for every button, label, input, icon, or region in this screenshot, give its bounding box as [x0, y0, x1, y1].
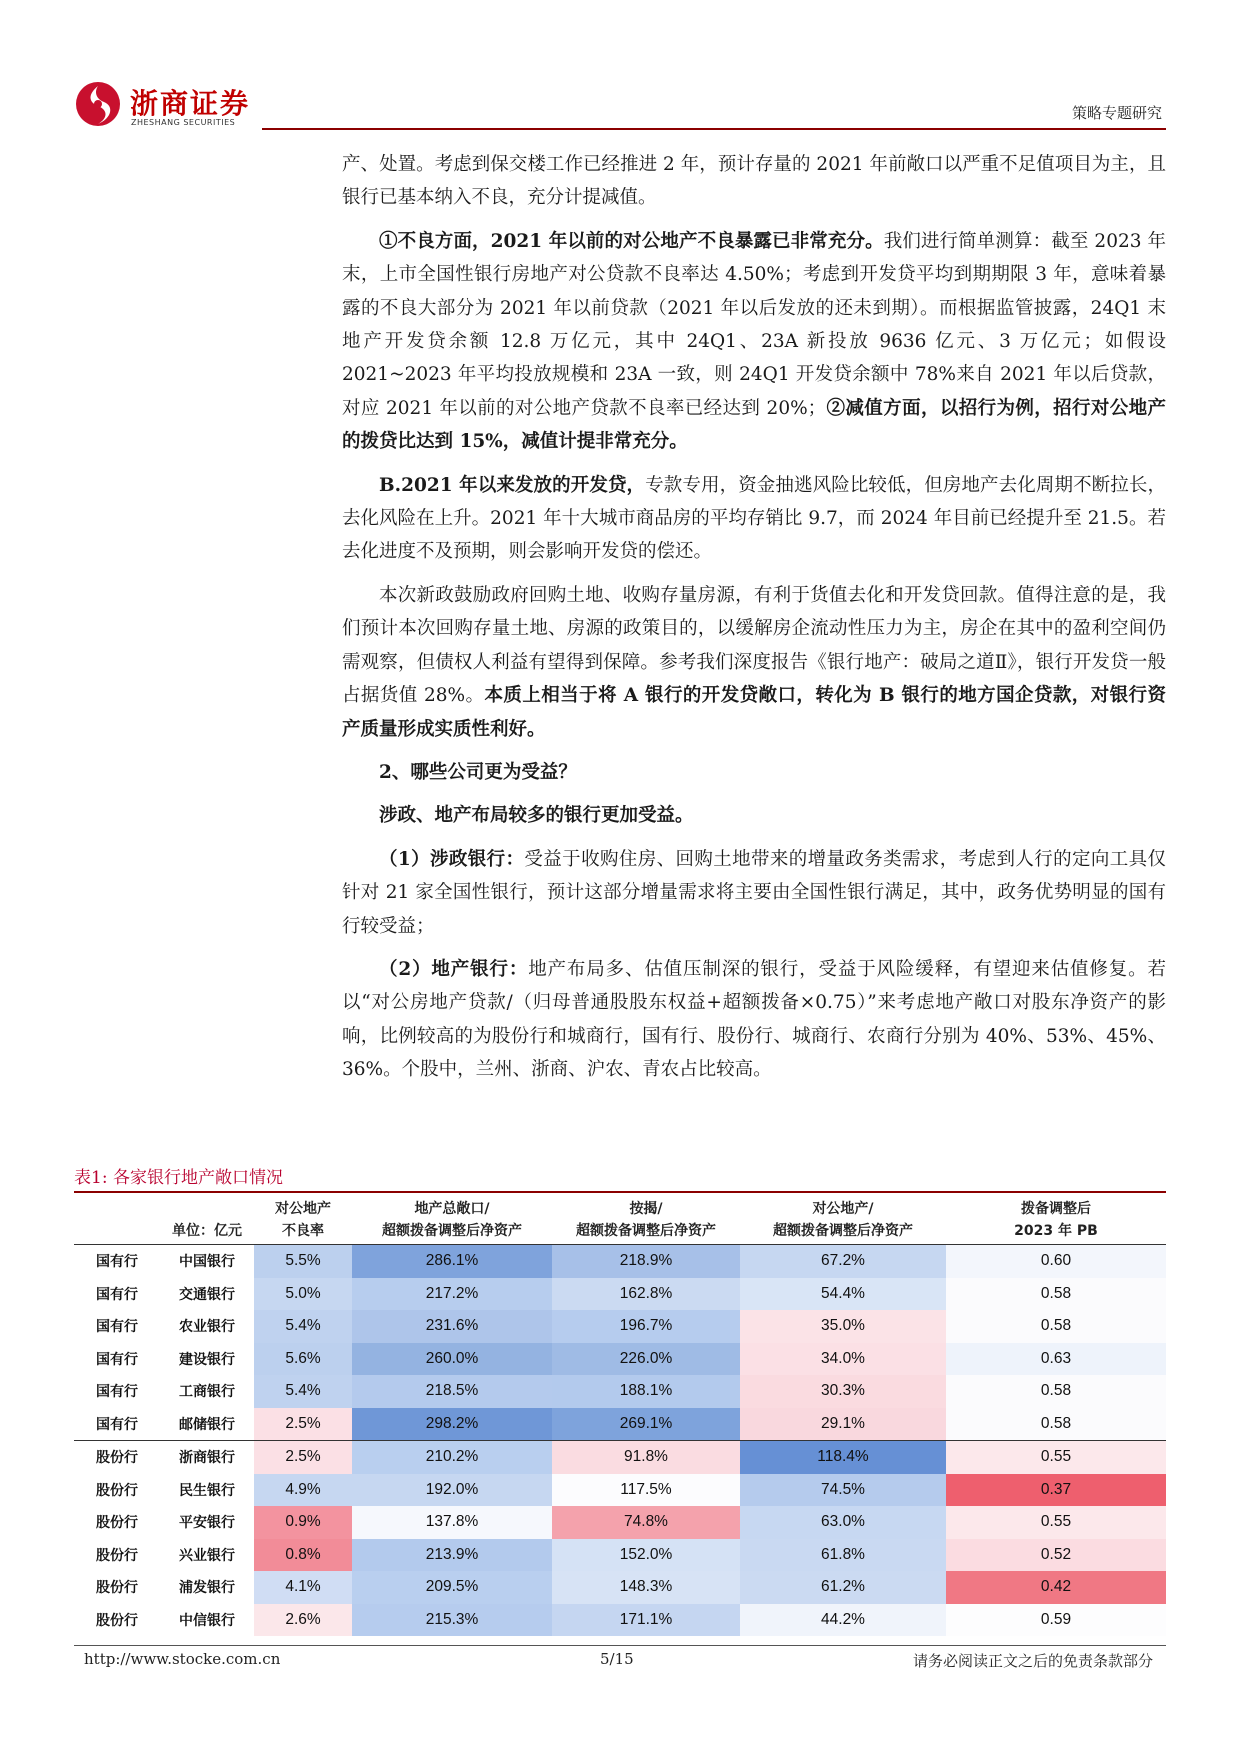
- bank-name-cell: 邮储银行: [179, 1416, 235, 1433]
- bank-name-cell: 民生银行: [179, 1482, 235, 1499]
- table-row: [74, 1245, 1166, 1278]
- logo-subtitle: ZHESHANG SECURITIES: [131, 118, 236, 127]
- value-cell: 0.58: [946, 1408, 1166, 1441]
- table-row: [74, 1310, 1166, 1343]
- value-cell: 213.9%: [352, 1539, 552, 1572]
- value-cell: 5.4%: [254, 1310, 352, 1343]
- table-row: [74, 1604, 1166, 1637]
- value-cell: 192.0%: [352, 1474, 552, 1507]
- subsection-heading: 涉政、地产布局较多的银行更加受益。: [379, 805, 694, 827]
- header-cell: 拨备调整后 2023 年 PB: [946, 1196, 1166, 1245]
- bank-name-cell: 交通银行: [179, 1286, 235, 1303]
- header-divider: [262, 128, 1166, 130]
- value-cell: 0.55: [946, 1441, 1166, 1474]
- bank-type-cell: 股份行: [96, 1482, 138, 1499]
- value-cell: 35.0%: [740, 1310, 946, 1343]
- page-header: [74, 80, 1166, 134]
- table-row: [74, 1539, 1166, 1572]
- bank-type-cell: 股份行: [96, 1612, 138, 1629]
- value-cell: 217.2%: [352, 1278, 552, 1311]
- table-row: [74, 1375, 1166, 1408]
- logo-name: 浙商证券: [130, 87, 251, 120]
- bank-name-cell: 中信银行: [179, 1612, 235, 1629]
- value-cell: 196.7%: [552, 1310, 740, 1343]
- value-cell: 0.58: [946, 1278, 1166, 1311]
- value-cell: 2.5%: [254, 1441, 352, 1474]
- table-row: [74, 1474, 1166, 1507]
- paragraph: B.2021 年以来发放的开发贷，专款专用，资金抽逃风险比较低，但房地产去化周期不断拉长，去化风险在上升。2021 年十大城市商品房的平均存销比 9.7，而 2024 年目前已经提升至 21.5。若去化进度不及预期，则会影响开发贷的偿还。: [342, 474, 1166, 563]
- report-type: 策略专题研究: [1071, 104, 1162, 122]
- value-cell: 0.58: [946, 1310, 1166, 1343]
- value-cell: 0.9%: [254, 1506, 352, 1539]
- value-cell: 0.52: [946, 1539, 1166, 1572]
- value-cell: 4.1%: [254, 1571, 352, 1604]
- table-header-row: [74, 1196, 1166, 1245]
- bank-exposure-table: [74, 1196, 1166, 1636]
- paragraph: 本次新政鼓励政府回购土地、收购存量房源，有利于货值去化和开发贷回款。值得注意的是，我们预计本次回购存量土地、房源的政策目的，以缓解房企流动性压力为主，房企在其中的盈利空间仍需观察，但债权人利益有望得到保障。参考我们深度报告《银行地产：破局之道Ⅱ》，银行开发贷一般占据货值 28%。本质上相当于将 A 银行的开发贷敞口，转化为 B 银行的地方国企贷款，对银行资产质量形成实质性利好。: [342, 584, 1166, 740]
- value-cell: 2.5%: [254, 1408, 352, 1441]
- value-cell: 118.4%: [740, 1441, 946, 1474]
- value-cell: 209.5%: [352, 1571, 552, 1604]
- value-cell: 226.0%: [552, 1343, 740, 1376]
- value-cell: 0.63: [946, 1343, 1166, 1376]
- value-cell: 260.0%: [352, 1343, 552, 1376]
- value-cell: 215.3%: [352, 1604, 552, 1637]
- bank-name-cell: 中国银行: [179, 1254, 235, 1271]
- value-cell: 54.4%: [740, 1278, 946, 1311]
- value-cell: 5.4%: [254, 1375, 352, 1408]
- body-text: [342, 148, 1166, 1097]
- footer-divider: [74, 1645, 1166, 1646]
- paragraph: （2）地产银行：地产布局多、估值压制深的银行，受益于风险缓释，有望迎来估值修复。若以“对公房地产贷款/（归母普通股股东权益+超额拨备×0.75）”来考虑地产敞口对股东净资产的影响，比例较高的为股份行和城商行，国有行、股份行、城商行、农商行分别为 40%、53%、45%、36%。个股中，兰州、浙商、沪农、青农占比较高。: [342, 958, 1166, 1081]
- table-top-rule: [74, 1191, 1166, 1193]
- bank-type-cell: 国有行: [96, 1351, 138, 1368]
- value-cell: 91.8%: [552, 1441, 740, 1474]
- zheshang-logo-icon: [74, 80, 122, 128]
- table-row: [74, 1506, 1166, 1539]
- bank-name-cell: 工商银行: [179, 1384, 235, 1401]
- table-body: [74, 1245, 1166, 1637]
- value-cell: 61.8%: [740, 1539, 946, 1572]
- header-cell: [74, 1196, 160, 1245]
- page-number: 5/15: [600, 1650, 634, 1668]
- value-cell: 63.0%: [740, 1506, 946, 1539]
- value-cell: 0.37: [946, 1474, 1166, 1507]
- value-cell: 44.2%: [740, 1604, 946, 1637]
- bank-name-cell: 平安银行: [179, 1515, 235, 1532]
- value-cell: 29.1%: [740, 1408, 946, 1441]
- section-heading: 2、哪些公司更为受益？: [379, 761, 577, 783]
- value-cell: 67.2%: [740, 1245, 946, 1278]
- value-cell: 0.59: [946, 1604, 1166, 1637]
- bank-type-cell: 国有行: [96, 1416, 138, 1433]
- value-cell: 34.0%: [740, 1343, 946, 1376]
- value-cell: 269.1%: [552, 1408, 740, 1441]
- bank-type-cell: 国有行: [96, 1254, 138, 1271]
- value-cell: 298.2%: [352, 1408, 552, 1441]
- value-cell: 5.6%: [254, 1343, 352, 1376]
- value-cell: 61.2%: [740, 1571, 946, 1604]
- header-cell: 按揭/ 超额拨备调整后净资产: [552, 1196, 740, 1245]
- value-cell: 0.55: [946, 1506, 1166, 1539]
- value-cell: 4.9%: [254, 1474, 352, 1507]
- table-row: [74, 1343, 1166, 1376]
- paragraph: 产、处置。考虑到保交楼工作已经推进 2 年，预计存量的 2021 年前敞口以严重不足值项目为主，且银行已基本纳入不良，充分计提减值。: [342, 154, 1166, 209]
- value-cell: 117.5%: [552, 1474, 740, 1507]
- table-row: [74, 1278, 1166, 1311]
- value-cell: 0.58: [946, 1375, 1166, 1408]
- bank-type-cell: 国有行: [96, 1286, 138, 1303]
- value-cell: 210.2%: [352, 1441, 552, 1474]
- value-cell: 74.5%: [740, 1474, 946, 1507]
- value-cell: 137.8%: [352, 1506, 552, 1539]
- table-caption: 表1: 各家银行地产敞口情况: [74, 1168, 283, 1188]
- table-row: [74, 1571, 1166, 1604]
- value-cell: 162.8%: [552, 1278, 740, 1311]
- paragraph: ①不良方面，2021 年以前的对公地产不良暴露已非常充分。我们进行简单测算：截至 2023 年末，上市全国性银行房地产对公贷款不良率达 4.50%；考虑到开发贷平均到期期限 3 年，意味着暴露的不良大部分为 2021 年以前贷款（2021 年以后发放的还未到期）。而根据监管披露，24Q1 末地产开发贷余额 12.8 万亿元，其中 24Q1、23A 新投放 9636 亿元、3 万亿元；如假设 2021~2023 年平均投放规模和 23A 一致，则 24Q1 开发贷余额中 78%来自 2021 年以后贷款，对应 2021 年以前的对公地产贷款不良率已经达到 20%；②减值方面，以招行为例，招行对公地产的拨贷比达到 15%，减值计提非常充分。: [342, 230, 1167, 453]
- value-cell: 0.42: [946, 1571, 1166, 1604]
- value-cell: 0.8%: [254, 1539, 352, 1572]
- bank-type-cell: 股份行: [96, 1547, 138, 1564]
- bank-type-cell: 股份行: [96, 1515, 138, 1532]
- bank-name-cell: 农业银行: [179, 1319, 235, 1336]
- bank-type-cell: 股份行: [74, 1441, 160, 1474]
- header-cell: 对公地产/ 超额拨备调整后净资产: [740, 1196, 946, 1245]
- table-row: [74, 1441, 1166, 1474]
- bank-name-cell: 兴业银行: [179, 1547, 235, 1564]
- bank-name-cell: 浦发银行: [179, 1580, 235, 1597]
- value-cell: 30.3%: [740, 1375, 946, 1408]
- value-cell: 148.3%: [552, 1571, 740, 1604]
- footer-url[interactable]: http://www.stocke.com.cn: [84, 1650, 281, 1668]
- bank-name-cell: 浙商银行: [160, 1441, 254, 1474]
- value-cell: 218.5%: [352, 1375, 552, 1408]
- value-cell: 2.6%: [254, 1604, 352, 1637]
- footer-disclaimer: 请务必阅读正文之后的免责条款部分: [912, 1652, 1153, 1670]
- value-cell: 218.9%: [552, 1245, 740, 1278]
- value-cell: 74.8%: [552, 1506, 740, 1539]
- header-cell: 地产总敞口/ 超额拨备调整后净资产: [352, 1196, 552, 1245]
- value-cell: 5.5%: [254, 1245, 352, 1278]
- paragraph: （1）涉政银行：受益于收购住房、回购土地带来的增量政务类需求，考虑到人行的定向工具仅针对 21 家全国性银行，预计这部分增量需求将主要由全国性银行满足，其中，政务优势明显的国有行较受益；: [342, 848, 1166, 937]
- bank-name-cell: 建设银行: [179, 1351, 235, 1368]
- value-cell: 171.1%: [552, 1604, 740, 1637]
- value-cell: 5.0%: [254, 1278, 352, 1311]
- value-cell: 0.60: [946, 1245, 1166, 1278]
- bank-type-cell: 国有行: [96, 1384, 138, 1401]
- header-cell: 单位：亿元: [160, 1196, 254, 1245]
- value-cell: 286.1%: [352, 1245, 552, 1278]
- value-cell: 152.0%: [552, 1539, 740, 1572]
- table-row: [74, 1408, 1166, 1441]
- value-cell: 188.1%: [552, 1375, 740, 1408]
- value-cell: 231.6%: [352, 1310, 552, 1343]
- bank-type-cell: 国有行: [96, 1319, 138, 1336]
- header-cell: 对公地产 不良率: [254, 1196, 352, 1245]
- bank-type-cell: 股份行: [96, 1580, 138, 1597]
